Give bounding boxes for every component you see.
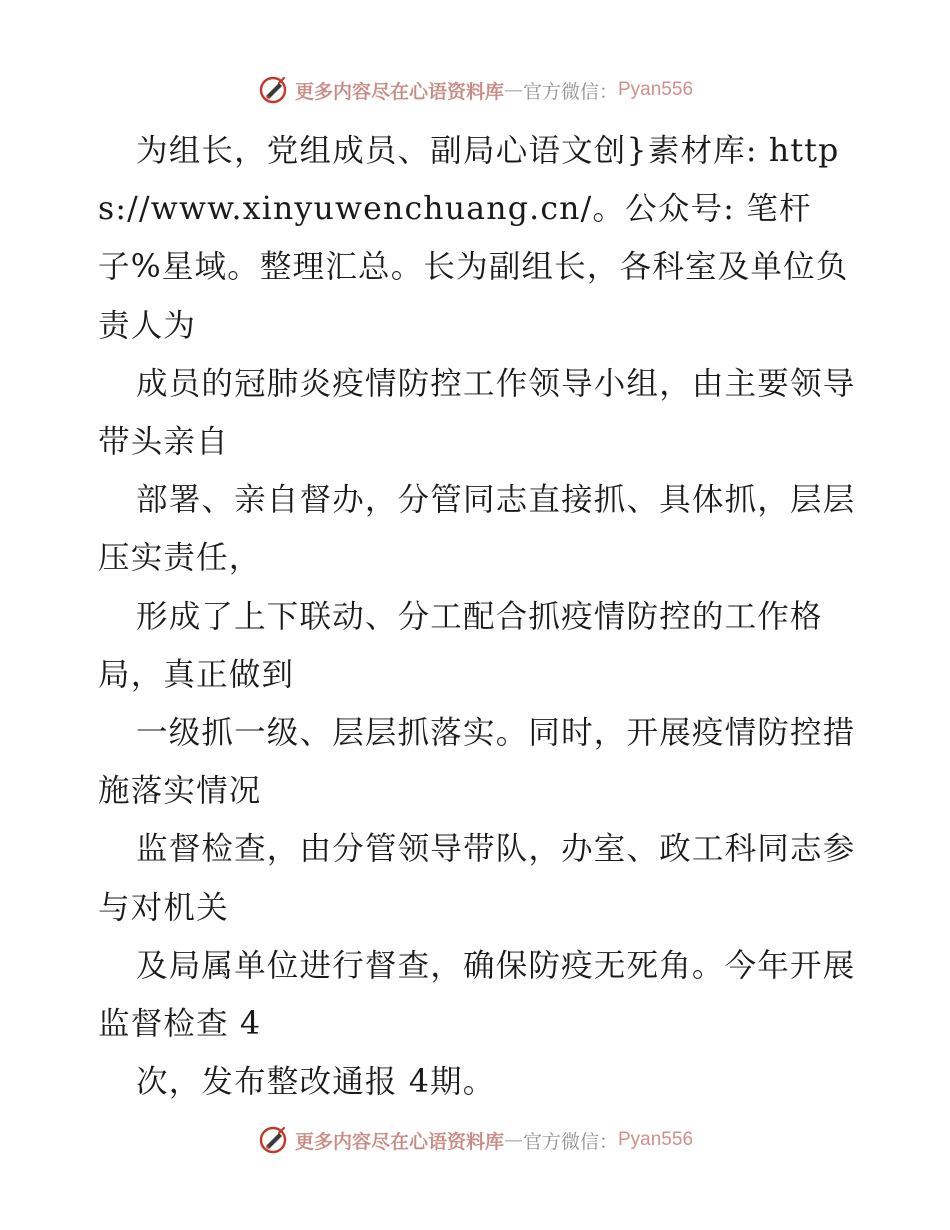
wechat-id: Pyan556 [618,1129,694,1150]
paragraph: 形成了上下联动、分工配合抓疫情防控的工作格局，真正做到 [98,598,823,693]
paragraph: 为组长，党组成员、副局心语文创}素材库: https://www.xinyuwenchuang.cn/。公众号: 笔杆子%星域。整理汇总。长为副组长，各科室及单位负责人为 [98,133,849,344]
promo-text: 更多内容尽在心语资料库 [294,1130,504,1153]
wechat-id: Pyan556 [618,79,694,100]
quill-pen-logo-icon [257,1124,289,1156]
paragraph: 及局属单位进行督查，确保防疫无死角。今年开展监督检查 4 [98,947,856,1043]
paragraph: 一级抓一级、层层抓落实。同时，开展疫情防控措施落实情况 [98,715,856,810]
document-body [98,122,858,1111]
paragraph: 次，发布整改通报 4期。 [136,1064,496,1101]
contact-label: 官方微信： [522,80,618,103]
promo-text: 更多内容尽在心语资料库 [294,80,504,103]
quill-pen-logo-icon [257,74,289,106]
paragraph: 成员的冠肺炎疫情防控工作领导小组，由主要领导带头亲自 [98,365,856,461]
contact-label: 官方微信： [522,1130,618,1153]
separator: — [503,1129,523,1151]
footer-banner [0,1120,950,1160]
paragraph: 部署、亲自督办，分管同志直接抓、具体抓，层层压实责任， [98,482,856,577]
paragraph: 监督检查，由分管领导带队，办室、政工科同志参与对机关 [98,831,856,926]
separator: — [503,79,523,101]
header-banner [0,70,950,110]
